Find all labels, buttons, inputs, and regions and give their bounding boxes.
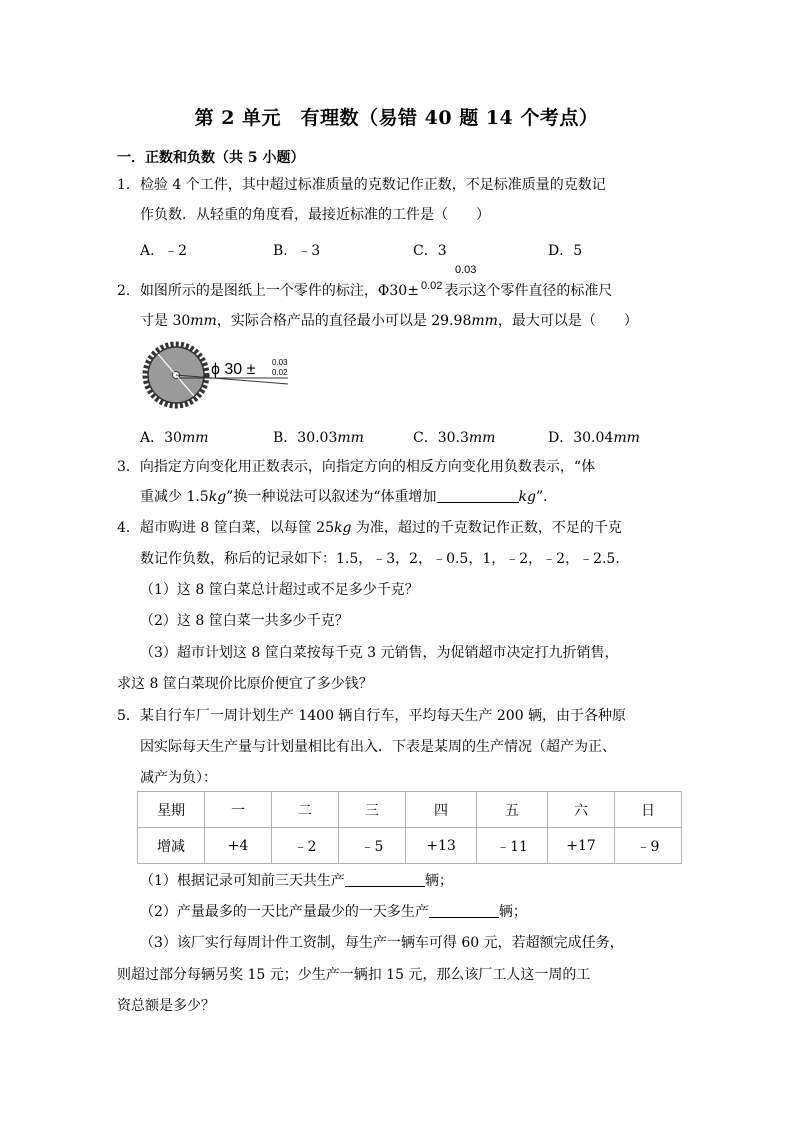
- table-cell: ﹣2: [272, 828, 339, 864]
- q1-line1: 1．检验 4 个工件，其中超过标准质量的克数记作正数，不足标准质量的克数记: [117, 177, 606, 193]
- figure-upper-tolerance: 0.03: [272, 358, 288, 367]
- unit-kg: kg: [333, 520, 352, 536]
- q2-option-d: [548, 427, 640, 447]
- q2-option-b: [273, 427, 364, 447]
- q2-option-c-text: C．30.3: [413, 430, 469, 446]
- q4-line2: 数记作负数，称后的记录如下：1.5，﹣3，2，﹣0.5，1，﹣2，﹣2，﹣2.5．: [140, 551, 630, 567]
- q2-line1: [117, 281, 612, 302]
- q4-line1-text-a: 4．超市购进 8 筐白菜，以每筐 25: [117, 520, 334, 536]
- table-cell: 三: [339, 792, 406, 828]
- q4-sub3-line2: 求这 8 筐白菜现价比原价便宜了多少钱？: [117, 676, 373, 692]
- table-cell: ﹣9: [615, 828, 682, 864]
- table-cell: 四: [406, 792, 477, 828]
- unit-mm: mm: [471, 313, 498, 329]
- unit-mm: mm: [181, 430, 209, 446]
- table-cell: +13: [406, 828, 477, 864]
- q5-sub3-line3: 资总额是多少？: [117, 998, 215, 1014]
- q2-line1-text-b: 表示这个零件直径的标准尺: [444, 283, 613, 299]
- q5-sub2-blank[interactable]: [429, 903, 499, 918]
- q4-sub1: （1）这 8 筐白菜总计超过或不足多少千克？: [140, 582, 419, 598]
- q5-sub1-suffix: 辆；: [424, 873, 453, 889]
- table-cell: 一: [205, 792, 272, 828]
- q4-sub3-line1: （3）超市计划这 8 筐白菜按每千克 3 元销售，为促销超市决定打九折销售，: [140, 645, 619, 661]
- q2-line1-text: 2．如图所示的是图纸上一个零件的标注，Φ30±: [117, 283, 419, 299]
- unit-mm: mm: [468, 430, 496, 446]
- section-heading: 一．正数和负数（共 5 小题）: [117, 150, 305, 166]
- q1-option-b: B．﹣3: [273, 243, 321, 259]
- q2-tolerance-lower: 0.02: [420, 280, 443, 292]
- table-header-row: [138, 792, 682, 828]
- q5-line1: 5．某自行车厂一周计划生产 1400 辆自行车，平均每天生产 200 辆，由于各种原: [117, 708, 627, 724]
- table-cell: ﹣5: [339, 828, 406, 864]
- q1-line2: 作负数．从轻重的角度看，最接近标准的工件是（ ）: [140, 207, 490, 223]
- q2-tolerance-upper: 0.03: [455, 264, 477, 276]
- q4-line1-text-b: 为准，超过的千克数记作正数，不足的千克: [351, 520, 622, 536]
- q3-line2-text-b: ”换一种说法可以叙述为“体重增加: [226, 489, 437, 505]
- q3-line2-text-c: ”．: [535, 489, 558, 505]
- q1-option-c: C．3: [413, 243, 447, 259]
- figure-dimension-label: ϕ 30 ±: [211, 361, 256, 378]
- page-title: 第 2 单元 有理数（易错 40 题 14 个考点）: [194, 107, 599, 129]
- q3-line1: 3．向指定方向变化用正数表示，向指定方向的相反方向变化用负数表示，“体: [117, 459, 596, 475]
- q2-option-a: [140, 427, 209, 447]
- q5-line2: 因实际每天生产量与计划量相比有出入．下表是某周的生产情况（超产为正、: [140, 739, 616, 755]
- q5-sub2-suffix: 辆；: [498, 904, 527, 920]
- q2-option-c: [413, 427, 495, 447]
- q3-line2-text-a: 重减少 1.5: [140, 489, 209, 505]
- unit-mm: mm: [190, 313, 217, 329]
- table-row: [138, 828, 682, 864]
- q2-option-a-text: A．30: [140, 430, 182, 446]
- figure-lower-tolerance: 0.02: [272, 368, 288, 377]
- q5-sub1-text: （1）根据记录可知前三天共生产: [140, 873, 345, 889]
- unit-mm: mm: [337, 430, 364, 446]
- q5-sub2: [140, 902, 527, 922]
- table-cell: +4: [205, 828, 272, 864]
- q2-option-d-text: D．30.04: [548, 430, 614, 446]
- q5-sub1-blank[interactable]: [345, 872, 425, 887]
- q2-option-b-text: B．30.03: [273, 430, 338, 446]
- q3-line2: [140, 487, 557, 507]
- table-cell: 日: [615, 792, 682, 828]
- table-cell: ﹣11: [477, 828, 548, 864]
- q5-sub2-text: （2）产量最多的一天比产量最少的一天多生产: [140, 904, 429, 920]
- q4-line1: [117, 518, 622, 538]
- q5-sub1: [140, 871, 453, 891]
- gear-part-figure: [141, 340, 291, 410]
- table-cell: 五: [477, 792, 548, 828]
- q5-line3: 减产为负）：: [140, 770, 217, 786]
- q1-option-a: A．﹣2: [140, 243, 188, 259]
- production-table: [137, 791, 682, 864]
- q5-sub3-line1: （3）该厂实行每周计件工资制，每生产一辆车可得 60 元，若超额完成任务，: [140, 935, 624, 951]
- q2-line2-text-a: 寸是 30: [140, 313, 191, 329]
- q1-option-d: D．5: [548, 243, 583, 259]
- q3-answer-blank[interactable]: [437, 488, 519, 503]
- unit-kg: kg: [208, 489, 227, 505]
- unit-mm: mm: [613, 430, 640, 446]
- q2-line2-text-c: ，最大可以是（ ）: [497, 313, 638, 329]
- table-cell: 二: [272, 792, 339, 828]
- table-cell: 增减: [138, 828, 205, 864]
- q2-line2: [140, 311, 638, 331]
- table-cell: +17: [548, 828, 615, 864]
- unit-kg: kg: [518, 489, 536, 505]
- q2-line2-text-b: ，实际合格产品的直径最小可以是 29.98: [216, 313, 472, 329]
- table-cell: 星期: [138, 792, 205, 828]
- q5-sub3-line2: 则超过部分每辆另奖 15 元；少生产一辆扣 15 元，那么该厂工人这一周的工: [117, 967, 591, 983]
- q4-sub2: （2）这 8 筐白菜一共多少千克？: [140, 613, 349, 629]
- table-cell: 六: [548, 792, 615, 828]
